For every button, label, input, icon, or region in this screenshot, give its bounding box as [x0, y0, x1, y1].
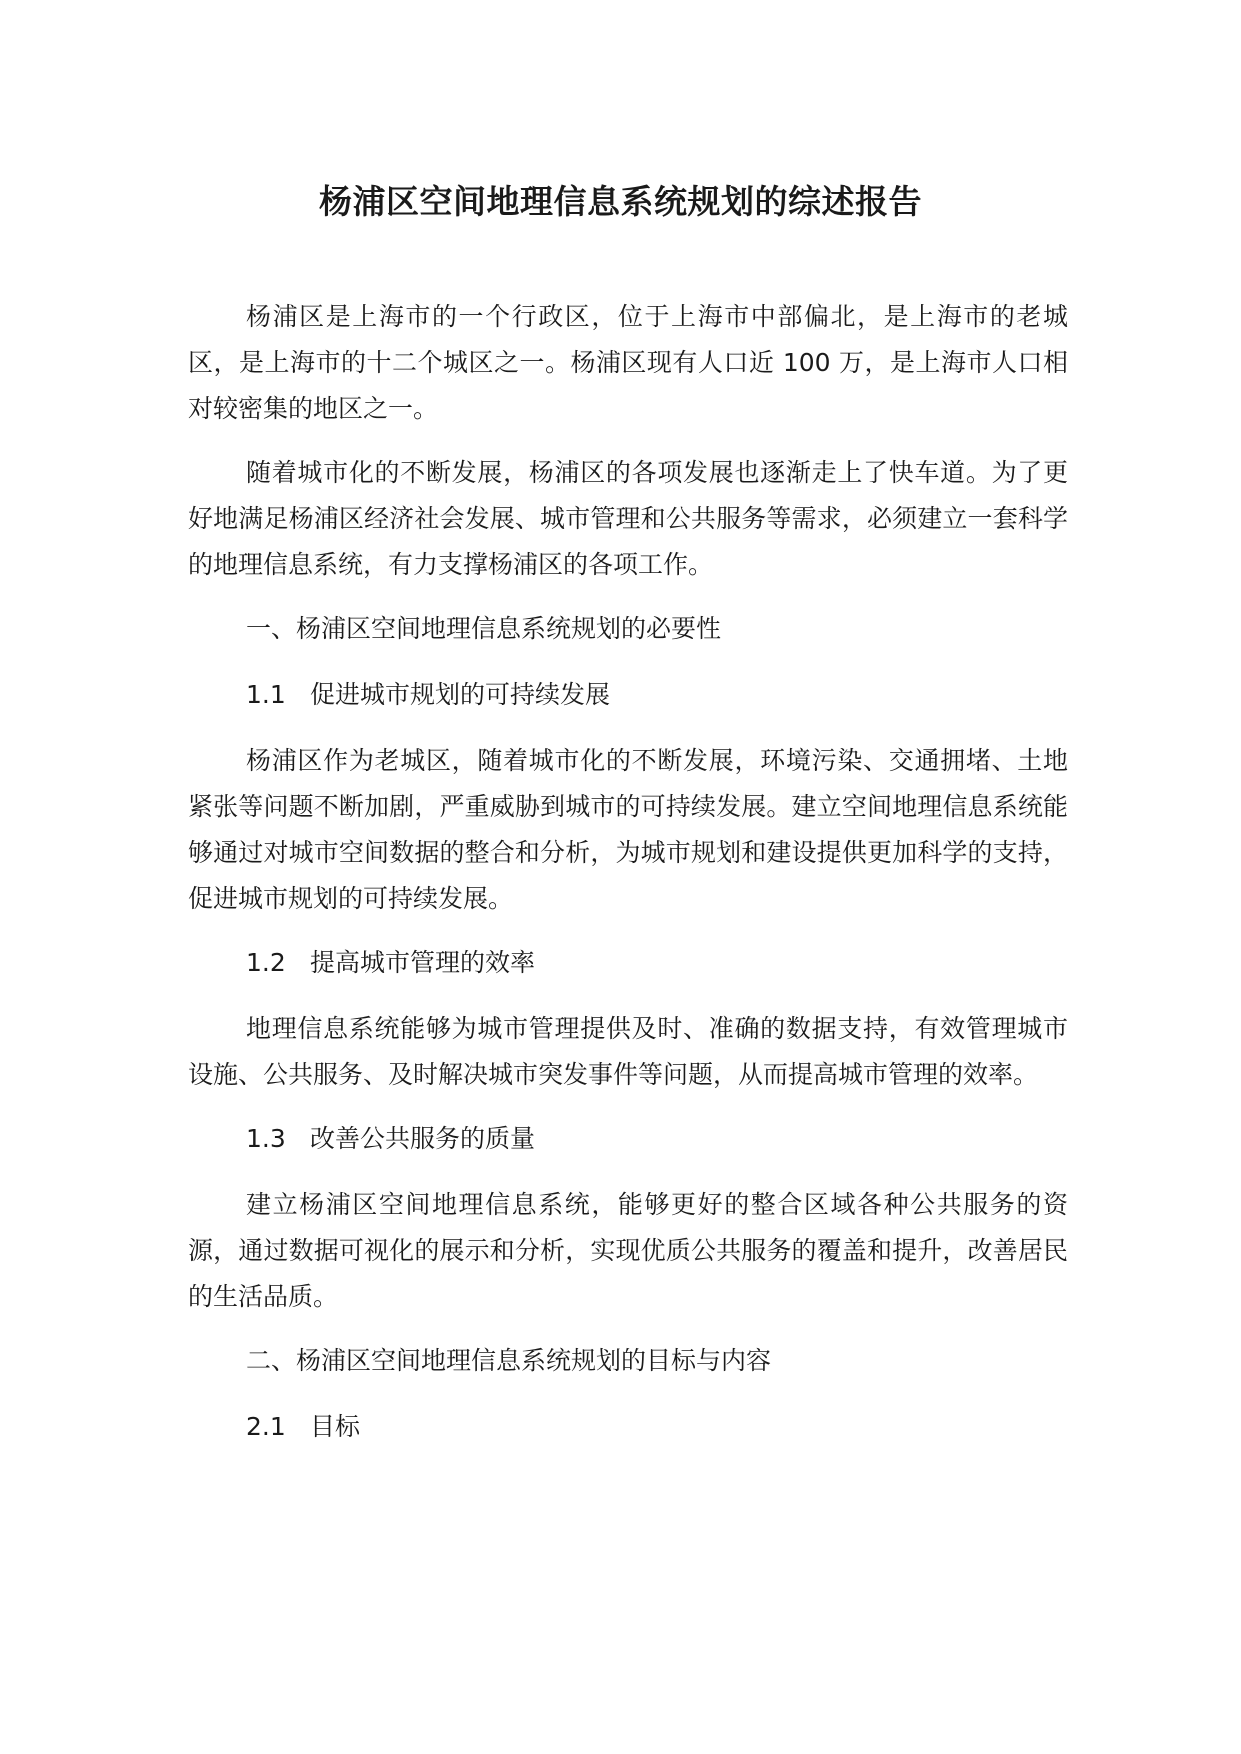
section-1-heading: 一、杨浦区空间地理信息系统规划的必要性 — [246, 614, 722, 643]
subsection-1-2-heading — [188, 940, 1068, 986]
subsection-2-1-heading — [188, 1404, 1068, 1450]
subsection-1-1-body: 杨浦区作为老城区，随着城市化的不断发展，环境污染、交通拥堵、土地紧张等问题不断加剧，严重威胁到城市的可持续发展。建立空间地理信息系统能够通过对城市空间数据的整合和分析，为城市规划和建设提供更加科学的支持，促进城市规划的可持续发展。 — [188, 746, 1068, 913]
subsection-1-3-heading — [188, 1116, 1068, 1162]
intro-paragraph-1: 杨浦区是上海市的一个行政区，位于上海市中部偏北，是上海市的老城区，是上海市的十二个城区之一。杨浦区现有人口近 100 万，是上海市人口相对较密集的地区之一。 — [188, 302, 1068, 423]
subsection-title: 提高城市管理的效率 — [310, 948, 536, 977]
subsection-title: 促进城市规划的可持续发展 — [310, 680, 611, 709]
document-body — [188, 294, 1068, 1470]
intro-paragraph-2: 随着城市化的不断发展，杨浦区的各项发展也逐渐走上了快车道。为了更好地满足杨浦区经济社会发展、城市管理和公共服务等需求，必须建立一套科学的地理信息系统，有力支撑杨浦区的各项工作。 — [188, 458, 1068, 579]
subsection-title: 目标 — [310, 1412, 361, 1441]
section-2-heading: 二、杨浦区空间地理信息系统规划的目标与内容 — [246, 1346, 772, 1375]
subsection-number: 1.3 — [246, 1124, 286, 1153]
subsection-number: 2.1 — [246, 1412, 286, 1441]
subsection-1-2-body: 地理信息系统能够为城市管理提供及时、准确的数据支持，有效管理城市设施、公共服务、及时解决城市突发事件等问题，从而提高城市管理的效率。 — [188, 1014, 1068, 1089]
subsection-number: 1.2 — [246, 948, 286, 977]
subsection-1-1-heading — [188, 672, 1068, 718]
document-title: 杨浦区空间地理信息系统规划的综述报告 — [319, 182, 922, 221]
subsection-1-3-body: 建立杨浦区空间地理信息系统，能够更好的整合区域各种公共服务的资源，通过数据可视化的展示和分析，实现优质公共服务的覆盖和提升，改善居民的生活品质。 — [188, 1190, 1068, 1311]
subsection-number: 1.1 — [246, 680, 286, 709]
subsection-title: 改善公共服务的质量 — [310, 1124, 536, 1153]
